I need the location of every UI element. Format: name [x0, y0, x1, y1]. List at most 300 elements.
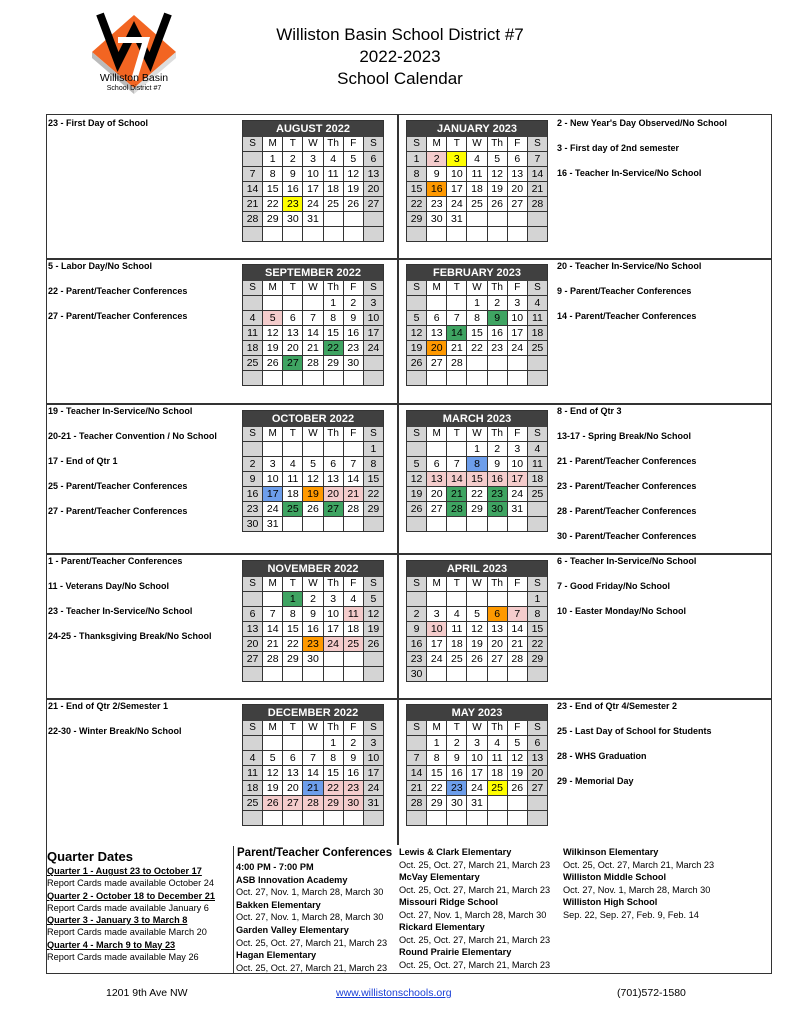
day-cell: 4: [324, 152, 343, 166]
day-cell: 15: [283, 622, 302, 636]
day-cell: 2: [283, 152, 302, 166]
day-cell-highlighted: 27: [283, 356, 302, 370]
day-cell: 29: [467, 502, 486, 516]
day-cell: 3: [263, 457, 282, 471]
day-cell: 24: [427, 652, 446, 666]
day-cell: 4: [528, 442, 547, 456]
day-cell: 27: [488, 652, 507, 666]
weekday-header: S: [243, 577, 262, 591]
day-cell: 9: [447, 751, 466, 765]
empty-cell: [488, 227, 507, 241]
empty-cell: [303, 227, 322, 241]
weekday-header: M: [427, 427, 446, 441]
day-cell: 8: [283, 607, 302, 621]
empty-cell: [243, 371, 262, 385]
bottom-info-section: [47, 846, 771, 973]
day-cell-highlighted: 23: [303, 637, 322, 651]
weekday-header: Th: [324, 281, 343, 295]
day-cell: 13: [324, 472, 343, 486]
day-cell: 24: [303, 197, 322, 211]
day-cell: 16: [447, 766, 466, 780]
day-cell: 31: [364, 796, 383, 810]
weekday-header: W: [467, 137, 486, 151]
day-cell: 4: [447, 607, 466, 621]
school-dates: Oct. 25, Oct. 27, March 21, March 23: [236, 962, 388, 973]
empty-cell: [283, 517, 302, 531]
day-cell: 28: [344, 502, 363, 516]
day-cell: 26: [407, 356, 426, 370]
day-cell: 19: [407, 487, 426, 501]
quarter-range: Quarter 3 - January 3 to March 8: [47, 915, 188, 926]
school-name: Williston High School: [563, 897, 658, 907]
day-cell: 28: [263, 652, 282, 666]
day-cell: 11: [283, 472, 302, 486]
weekday-header: S: [407, 721, 426, 735]
weekday-header: W: [303, 281, 322, 295]
day-cell: 22: [407, 197, 426, 211]
event-item: 27 - Parent/Teacher Conferences: [48, 506, 188, 516]
day-cell: 29: [324, 356, 343, 370]
school-name: Rickard Elementary: [399, 922, 485, 932]
day-cell: 13: [283, 766, 302, 780]
right-events-list: [557, 556, 696, 631]
footer-phone: (701)572-1580: [617, 987, 686, 999]
day-cell: 19: [263, 341, 282, 355]
weekday-header: S: [528, 137, 547, 151]
report-card-date: Report Cards made available May 26: [47, 952, 199, 963]
right-events-list: [557, 701, 712, 801]
empty-cell: [324, 371, 343, 385]
day-cell: 26: [508, 781, 527, 795]
day-cell: 27: [528, 781, 547, 795]
empty-cell: [243, 296, 262, 310]
event-item: 25 - Parent/Teacher Conferences: [48, 481, 188, 491]
day-cell: 9: [283, 167, 302, 181]
event-item: 2 - New Year's Day Observed/No School: [557, 118, 728, 128]
day-cell: 1: [467, 296, 486, 310]
month-title: MARCH 2023: [407, 411, 547, 427]
weekday-header: T: [283, 137, 302, 151]
weekday-header: T: [447, 427, 466, 441]
day-cell: 27: [243, 652, 262, 666]
empty-cell: [303, 442, 322, 456]
day-cell: 26: [344, 197, 363, 211]
weekday-header: F: [344, 137, 363, 151]
weekday-header: Th: [324, 721, 343, 735]
school-dates: Oct. 27, Nov. 1, March 28, March 30: [563, 884, 711, 895]
day-cell-highlighted: 21: [447, 487, 466, 501]
weekday-header: Th: [488, 281, 507, 295]
day-cell-highlighted: 7: [508, 607, 527, 621]
day-cell: 6: [283, 311, 302, 325]
day-cell: 23: [488, 341, 507, 355]
day-cell: 3: [303, 152, 322, 166]
day-cell: 5: [303, 457, 322, 471]
school-dates: Sep. 22, Sep. 27, Feb. 9, Feb. 14: [563, 909, 699, 920]
day-cell: 20: [283, 341, 302, 355]
day-cell: 20: [243, 637, 262, 651]
day-cell: 14: [407, 766, 426, 780]
empty-cell: [283, 227, 302, 241]
empty-cell: [407, 442, 426, 456]
day-cell: 12: [407, 472, 426, 486]
empty-cell: [427, 442, 446, 456]
day-cell: 7: [447, 311, 466, 325]
day-cell: 25: [243, 356, 262, 370]
day-cell: 7: [243, 167, 262, 181]
day-cell-highlighted: 3: [447, 152, 466, 166]
day-cell: 1: [427, 736, 446, 750]
weekday-header: M: [263, 281, 282, 295]
day-cell: 1: [324, 296, 343, 310]
school-name: Garden Valley Elementary: [236, 924, 349, 935]
month-title: APRIL 2023: [407, 561, 547, 577]
day-cell: 11: [528, 457, 547, 471]
weekday-header: W: [303, 721, 322, 735]
day-cell: 8: [467, 311, 486, 325]
day-cell: 20: [508, 182, 527, 196]
left-events-list: [48, 261, 187, 336]
day-cell: 7: [303, 751, 322, 765]
day-cell: 14: [303, 326, 322, 340]
empty-cell: [508, 796, 527, 810]
conferences-column-2: [399, 846, 550, 971]
day-cell: 22: [467, 487, 486, 501]
day-cell: 11: [488, 751, 507, 765]
left-events-list: [48, 118, 148, 143]
empty-cell: [528, 811, 547, 825]
day-cell: 5: [344, 152, 363, 166]
title-calendar: School Calendar: [337, 69, 463, 88]
empty-cell: [364, 356, 383, 370]
day-cell: 29: [528, 652, 547, 666]
empty-cell: [407, 371, 426, 385]
day-cell: 17: [508, 326, 527, 340]
empty-cell: [508, 517, 527, 531]
month-title: NOVEMBER 2022: [243, 561, 383, 577]
empty-cell: [407, 592, 426, 606]
empty-cell: [467, 212, 486, 226]
day-cell: 20: [488, 637, 507, 651]
day-cell: 4: [344, 592, 363, 606]
day-grid: [407, 427, 547, 531]
calendar-frame: [46, 114, 772, 974]
empty-cell: [488, 796, 507, 810]
day-cell: 15: [263, 182, 282, 196]
day-cell: 21: [407, 781, 426, 795]
school-dates: Oct. 25, Oct. 27, March 21, March 23: [563, 859, 715, 870]
day-cell: 7: [528, 152, 547, 166]
day-cell: 23: [427, 197, 446, 211]
empty-cell: [467, 592, 486, 606]
day-cell: 16: [243, 487, 262, 501]
school-name: ASB Innovation Academy: [236, 874, 348, 885]
day-cell: 28: [243, 212, 262, 226]
weekday-header: S: [528, 577, 547, 591]
weekday-header: F: [508, 137, 527, 151]
empty-cell: [303, 371, 322, 385]
day-cell: 26: [407, 502, 426, 516]
event-item: 1 - Parent/Teacher Conferences: [48, 556, 183, 566]
empty-cell: [243, 736, 262, 750]
weekday-header: S: [364, 577, 383, 591]
day-cell: 1: [467, 442, 486, 456]
title-district: Williston Basin School District #7: [276, 25, 524, 44]
day-cell-highlighted: 23: [488, 487, 507, 501]
month-calendar: [406, 264, 548, 386]
school-dates: Oct. 25, Oct. 27, March 21, March 23: [399, 959, 551, 970]
day-cell: 7: [447, 457, 466, 471]
day-cell: 5: [508, 736, 527, 750]
day-cell: 17: [467, 766, 486, 780]
day-cell-highlighted: 24: [324, 637, 343, 651]
day-cell: 3: [467, 736, 486, 750]
day-cell: 26: [364, 637, 383, 651]
day-cell-highlighted: 16: [488, 472, 507, 486]
day-cell: 12: [407, 326, 426, 340]
day-cell-highlighted: 1: [283, 592, 302, 606]
day-cell: 27: [427, 356, 446, 370]
month-calendar: [242, 560, 384, 682]
weekday-header: T: [447, 577, 466, 591]
day-cell: 20: [427, 487, 446, 501]
empty-cell: [528, 502, 547, 516]
empty-cell: [344, 667, 363, 681]
empty-cell: [263, 371, 282, 385]
day-cell: 12: [488, 167, 507, 181]
empty-cell: [324, 652, 343, 666]
empty-cell: [324, 811, 343, 825]
weekday-header: T: [447, 137, 466, 151]
day-cell: 16: [303, 622, 322, 636]
school-name: Hagan Elementary: [236, 950, 317, 961]
school-dates: Oct. 25, Oct. 27, March 21, March 23: [399, 934, 551, 945]
day-cell: 2: [488, 296, 507, 310]
empty-cell: [283, 667, 302, 681]
day-cell: 16: [344, 326, 363, 340]
event-item: 21 - End of Qtr 2/Semester 1: [48, 701, 169, 711]
weekday-header: M: [427, 721, 446, 735]
day-cell-highlighted: 19: [303, 487, 322, 501]
conferences-heading: Parent/Teacher Conferences: [237, 847, 393, 859]
empty-cell: [508, 227, 527, 241]
event-item: 29 - Memorial Day: [557, 776, 634, 786]
empty-cell: [528, 667, 547, 681]
empty-cell: [263, 296, 282, 310]
report-card-date: Report Cards made available October 24: [47, 878, 214, 889]
empty-cell: [303, 296, 322, 310]
empty-cell: [344, 227, 363, 241]
weekday-header: W: [467, 577, 486, 591]
day-cell-highlighted: 25: [344, 637, 363, 651]
weekday-header: M: [263, 721, 282, 735]
day-cell: 6: [243, 607, 262, 621]
day-cell: 10: [303, 167, 322, 181]
day-cell: 15: [427, 766, 446, 780]
day-cell-highlighted: 22: [324, 781, 343, 795]
day-cell: 23: [344, 341, 363, 355]
day-cell: 21: [243, 197, 262, 211]
event-item: 5 - Labor Day/No School: [48, 261, 153, 271]
day-cell: 2: [407, 607, 426, 621]
day-cell: 15: [467, 326, 486, 340]
day-cell: 3: [508, 442, 527, 456]
day-cell: 18: [528, 326, 547, 340]
day-grid: [243, 577, 383, 681]
day-cell: 19: [263, 781, 282, 795]
day-cell: 27: [364, 197, 383, 211]
empty-cell: [263, 227, 282, 241]
event-item: 30 - Parent/Teacher Conferences: [557, 531, 697, 541]
day-cell: 10: [508, 311, 527, 325]
day-cell: 6: [508, 152, 527, 166]
empty-cell: [263, 811, 282, 825]
day-cell-highlighted: 16: [427, 182, 446, 196]
day-cell-highlighted: 21: [344, 487, 363, 501]
district-logo: [84, 10, 184, 105]
month-calendar: [242, 264, 384, 386]
day-cell: 24: [263, 502, 282, 516]
month-title: AUGUST 2022: [243, 121, 383, 137]
day-cell: 5: [488, 152, 507, 166]
day-cell: 13: [488, 622, 507, 636]
report-card-date: Report Cards made available March 20: [47, 927, 207, 938]
weekday-header: F: [508, 427, 527, 441]
day-cell: 5: [407, 311, 426, 325]
empty-cell: [283, 736, 302, 750]
weekday-header: S: [364, 721, 383, 735]
empty-cell: [344, 371, 363, 385]
empty-cell: [283, 811, 302, 825]
empty-cell: [508, 212, 527, 226]
empty-cell: [508, 667, 527, 681]
day-cell: 16: [283, 182, 302, 196]
empty-cell: [344, 811, 363, 825]
day-cell: 12: [344, 167, 363, 181]
day-cell: 22: [283, 637, 302, 651]
month-title: JANUARY 2023: [407, 121, 547, 137]
month-calendar: [406, 410, 548, 532]
day-cell-highlighted: 14: [447, 326, 466, 340]
empty-cell: [467, 811, 486, 825]
day-cell-highlighted: 8: [467, 457, 486, 471]
footer-website-link[interactable]: www.willistonschools.org: [336, 987, 452, 999]
day-cell: 9: [407, 622, 426, 636]
empty-cell: [263, 592, 282, 606]
day-cell: 29: [427, 796, 446, 810]
day-cell: 1: [263, 152, 282, 166]
empty-cell: [243, 152, 262, 166]
day-cell-highlighted: 30: [488, 502, 507, 516]
weekday-header: M: [427, 577, 446, 591]
weekday-header: Th: [488, 577, 507, 591]
month-calendar: [406, 704, 548, 826]
day-cell-highlighted: 29: [324, 796, 343, 810]
empty-cell: [324, 517, 343, 531]
day-cell: 14: [243, 182, 262, 196]
day-cell: 3: [364, 296, 383, 310]
day-cell: 16: [488, 326, 507, 340]
empty-cell: [407, 227, 426, 241]
weekday-header: T: [283, 427, 302, 441]
empty-cell: [427, 592, 446, 606]
day-cell: 8: [407, 167, 426, 181]
school-dates: Oct. 25, Oct. 27, March 21, March 23: [399, 859, 551, 870]
empty-cell: [528, 517, 547, 531]
weekday-header: F: [344, 281, 363, 295]
day-cell: 1: [407, 152, 426, 166]
event-item: 28 - Parent/Teacher Conferences: [557, 506, 697, 516]
day-cell: 8: [263, 167, 282, 181]
day-cell-highlighted: 15: [467, 472, 486, 486]
day-cell: 28: [303, 356, 322, 370]
empty-cell: [324, 442, 343, 456]
day-cell: 21: [447, 341, 466, 355]
weekday-header: S: [364, 137, 383, 151]
day-cell: 25: [467, 197, 486, 211]
day-cell: 6: [364, 152, 383, 166]
empty-cell: [467, 667, 486, 681]
event-item: 10 - Easter Monday/No School: [557, 606, 687, 616]
day-cell: 21: [508, 637, 527, 651]
day-cell: 10: [324, 607, 343, 621]
day-cell: 17: [447, 182, 466, 196]
weekday-header: W: [467, 721, 486, 735]
month-title: MAY 2023: [407, 705, 547, 721]
day-cell: 25: [528, 487, 547, 501]
day-cell: 8: [528, 607, 547, 621]
event-item: 21 - Parent/Teacher Conferences: [557, 456, 697, 466]
conferences-column: [233, 846, 397, 973]
day-cell: 21: [303, 341, 322, 355]
day-cell: 23: [243, 502, 262, 516]
day-cell: 18: [243, 781, 262, 795]
day-cell: 10: [467, 751, 486, 765]
event-item: 19 - Teacher In-Service/No School: [48, 406, 193, 416]
day-grid: [243, 137, 383, 241]
empty-cell: [364, 227, 383, 241]
weekday-header: M: [427, 137, 446, 151]
day-cell: 5: [467, 607, 486, 621]
weekday-header: M: [427, 281, 446, 295]
day-cell: 26: [303, 502, 322, 516]
day-grid: [243, 281, 383, 385]
day-cell-highlighted: 10: [427, 622, 446, 636]
day-cell: 28: [528, 197, 547, 211]
day-cell: 19: [467, 637, 486, 651]
day-cell-highlighted: 20: [324, 487, 343, 501]
report-card-date: Report Cards made available January 6: [47, 902, 209, 913]
day-cell: 17: [427, 637, 446, 651]
day-cell: 8: [324, 751, 343, 765]
empty-cell: [364, 652, 383, 666]
weekday-header: W: [303, 577, 322, 591]
empty-cell: [243, 442, 262, 456]
day-cell: 22: [427, 781, 446, 795]
day-cell: 25: [324, 197, 343, 211]
day-cell-highlighted: 23: [447, 781, 466, 795]
empty-cell: [243, 667, 262, 681]
day-cell: 13: [427, 326, 446, 340]
day-cell: 11: [243, 766, 262, 780]
month-calendar: [242, 120, 384, 242]
day-cell-highlighted: 17: [263, 487, 282, 501]
event-item: 28 - WHS Graduation: [557, 751, 647, 761]
school-name: Bakken Elementary: [236, 899, 321, 910]
event-item: 20 - Teacher In-Service/No School: [557, 261, 702, 271]
day-cell: 15: [364, 472, 383, 486]
empty-cell: [324, 227, 343, 241]
